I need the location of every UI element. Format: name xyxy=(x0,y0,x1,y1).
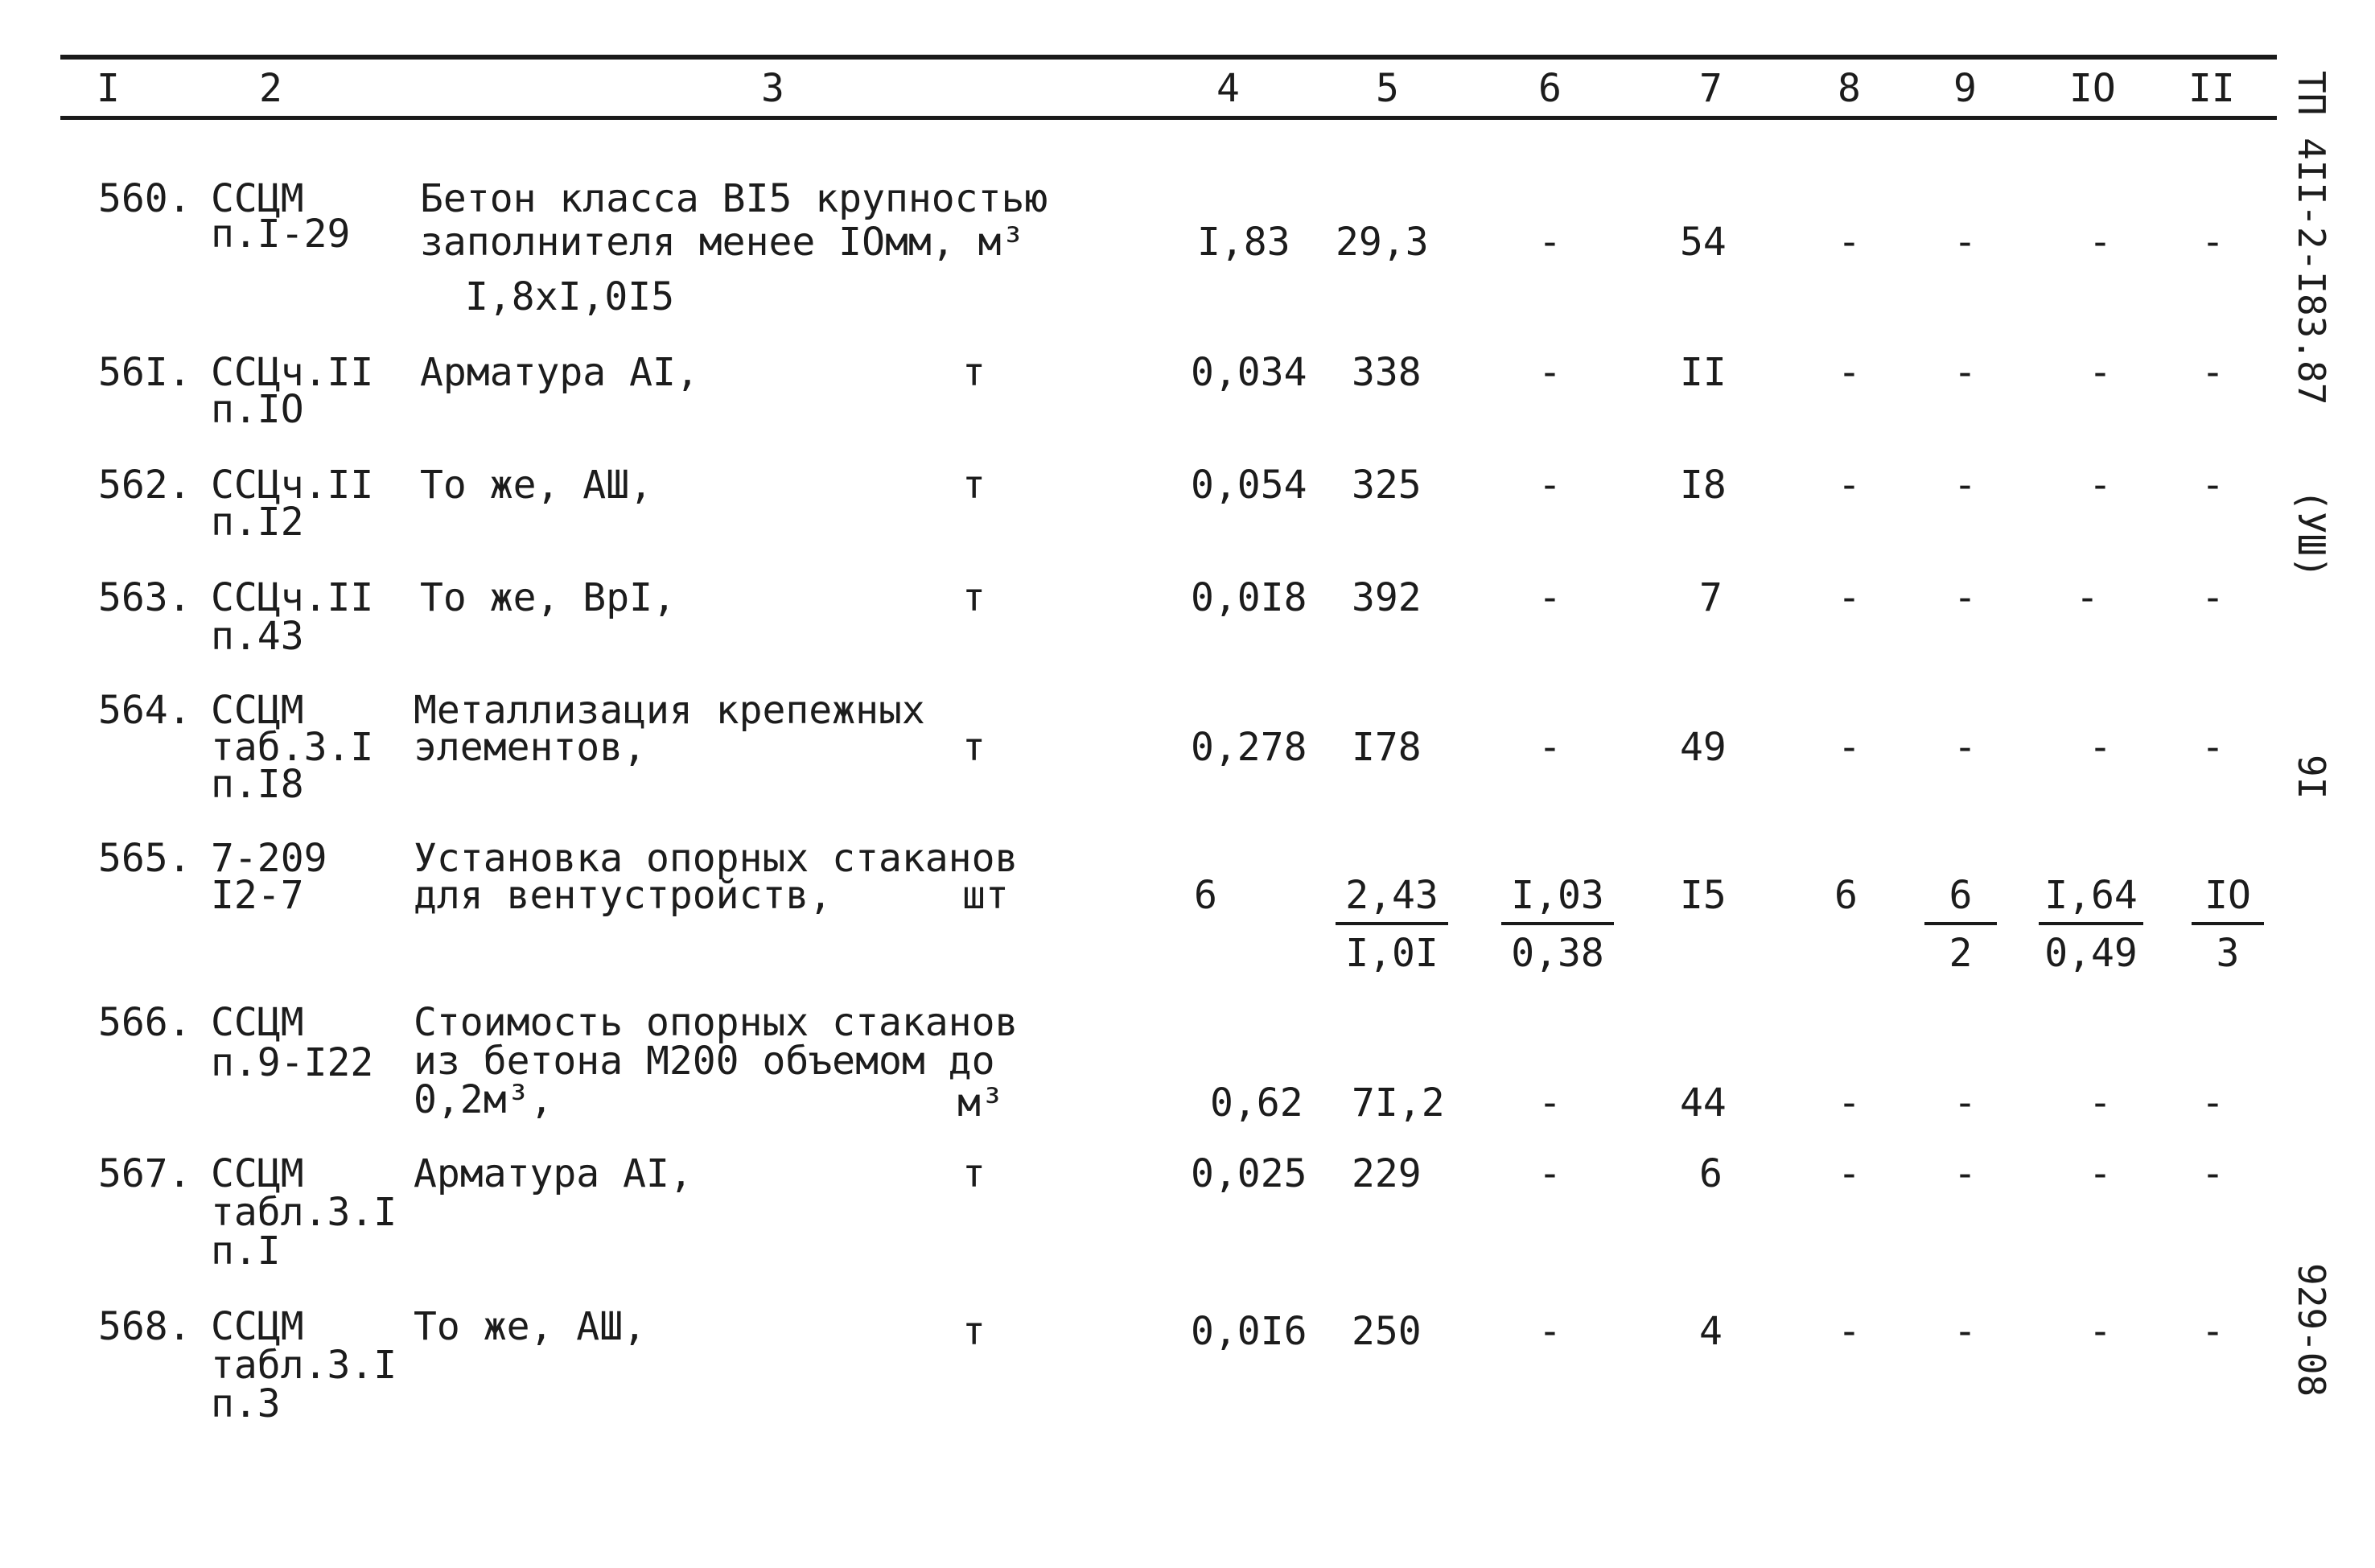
row-number: 564. xyxy=(98,688,191,733)
cell-c5: 338 xyxy=(1352,350,1422,395)
item-description: Стоимость опорных стаканов xyxy=(414,1000,1019,1045)
item-description: То же, АШ, xyxy=(420,463,652,508)
cell-c11: - xyxy=(2201,1151,2225,1196)
cell-c4: 0,034 xyxy=(1191,350,1307,395)
cell-c9: - xyxy=(1953,725,1977,770)
cell-c6: - xyxy=(1538,1080,1562,1126)
cell-c7: 7 xyxy=(1699,575,1723,620)
ref-code: ССЦч.II xyxy=(211,463,374,508)
cell-c9: - xyxy=(1953,350,1977,395)
item-formula: I,8xI,0I5 xyxy=(465,274,675,319)
column-header: IO xyxy=(2069,66,2116,111)
item-description: для вентустройств, xyxy=(414,873,833,918)
item-description: То же, АШ, xyxy=(414,1304,646,1349)
item-description: заполнителя менее IOмм, м³ xyxy=(420,220,1025,265)
sheet-number: 929-08 xyxy=(2290,1263,2333,1397)
column-header: I xyxy=(97,66,120,111)
ref-code: ССЦМ xyxy=(211,1304,304,1349)
column-header: 9 xyxy=(1953,66,1977,111)
cell-c7: 44 xyxy=(1680,1080,1727,1126)
fraction-numerator: 6 xyxy=(1949,873,1973,918)
cell-c6: - xyxy=(1538,463,1562,508)
unit: т xyxy=(962,575,986,620)
ref-code: п.IO xyxy=(211,387,304,432)
fraction-c10 xyxy=(2039,873,2143,976)
cell-c11: - xyxy=(2201,463,2225,508)
column-header: 4 xyxy=(1216,66,1240,111)
unit: т xyxy=(962,463,986,508)
cell-c4: 0,0I8 xyxy=(1191,575,1307,620)
cell-c4: 0,278 xyxy=(1191,725,1307,770)
row-number: 565. xyxy=(98,836,191,881)
ref-code: ССЦМ xyxy=(211,176,304,221)
cell-c4: 0,025 xyxy=(1191,1151,1307,1196)
cell-c11: - xyxy=(2201,220,2225,265)
fraction-denominator: 2 xyxy=(1949,931,1973,976)
fraction-bar xyxy=(1924,922,1997,925)
cell-c10: - xyxy=(2089,725,2112,770)
fraction-numerator: 2,43 xyxy=(1345,873,1439,918)
cell-c9: - xyxy=(1953,1080,1977,1126)
cell-c8: - xyxy=(1838,1080,1861,1126)
item-description: элементов, xyxy=(414,725,646,770)
cell-c8: - xyxy=(1838,350,1861,395)
fraction-numerator: IO xyxy=(2204,873,2251,918)
item-description: Металлизация крепежных xyxy=(414,688,925,733)
cell-c4: 6 xyxy=(1194,873,1217,918)
table-header-rule xyxy=(60,116,2277,120)
cell-c7: 49 xyxy=(1680,725,1727,770)
cell-c4: I,83 xyxy=(1197,220,1290,265)
cell-c9: - xyxy=(1953,1151,1977,1196)
cell-c7: I8 xyxy=(1680,463,1727,508)
column-header: 2 xyxy=(259,66,282,111)
cell-c6: - xyxy=(1538,350,1562,395)
column-header: 3 xyxy=(761,66,784,111)
cell-c7: II xyxy=(1680,350,1727,395)
row-number: 56I. xyxy=(98,350,191,395)
cell-c9: - xyxy=(1953,1309,1977,1354)
ref-code: табл.3.I xyxy=(211,1343,397,1388)
cell-c10: - xyxy=(2089,1151,2112,1196)
cell-c9: - xyxy=(1953,575,1977,620)
ref-code: п.43 xyxy=(211,614,304,659)
unit: шт xyxy=(962,873,1009,918)
item-description: Бетон класса BI5 крупностью xyxy=(420,176,1048,221)
cell-c4: 0,054 xyxy=(1191,463,1307,508)
unit: т xyxy=(962,1151,986,1196)
cell-c5: 29,3 xyxy=(1336,220,1429,265)
row-number: 566. xyxy=(98,1000,191,1045)
cell-c6: - xyxy=(1538,220,1562,265)
ref-code: п.I2 xyxy=(211,500,304,545)
cell-c8: - xyxy=(1838,575,1861,620)
cell-c11: - xyxy=(2201,350,2225,395)
column-header: 7 xyxy=(1699,66,1723,111)
fraction-denominator: 0,49 xyxy=(2044,931,2138,976)
column-header: 8 xyxy=(1838,66,1861,111)
cell-c10: - xyxy=(2089,350,2112,395)
item-description: Арматура АI, xyxy=(414,1151,693,1196)
row-number: 568. xyxy=(98,1304,191,1349)
cell-c5: I78 xyxy=(1352,725,1422,770)
table-top-rule xyxy=(60,55,2277,60)
cell-c7: 6 xyxy=(1699,1151,1723,1196)
cell-c5: 229 xyxy=(1352,1151,1422,1196)
row-number: 560. xyxy=(98,176,191,221)
item-description: из бетона М200 объемом до xyxy=(414,1039,995,1084)
ref-code: ССЦч.II xyxy=(211,575,374,620)
cell-c9: - xyxy=(1953,463,1977,508)
doc-code: ТП 4II-2-I83.87 xyxy=(2290,71,2333,405)
fraction-bar xyxy=(1336,922,1448,925)
cell-c4: 0,0I6 xyxy=(1191,1309,1307,1354)
fraction-c11 xyxy=(2192,873,2264,976)
row-number: 562. xyxy=(98,463,191,508)
cell-c10: - xyxy=(2089,1309,2112,1354)
item-description: Арматура АI, xyxy=(420,350,699,395)
fraction-numerator: I,03 xyxy=(1511,873,1604,918)
cell-c11: - xyxy=(2201,1080,2225,1126)
cell-c10: - xyxy=(2076,575,2099,620)
cell-c7: I5 xyxy=(1680,873,1727,918)
unit: м³ xyxy=(957,1080,1004,1126)
cell-c8: 6 xyxy=(1834,873,1858,918)
fraction-c5 xyxy=(1336,873,1448,976)
fraction-bar xyxy=(2192,922,2264,925)
cell-c8: - xyxy=(1838,1309,1861,1354)
column-header: 6 xyxy=(1538,66,1562,111)
item-description: То же, ВрI, xyxy=(420,575,676,620)
unit: т xyxy=(962,1309,986,1354)
ref-code: 7-209 xyxy=(211,836,327,881)
cell-c11: - xyxy=(2201,575,2225,620)
cell-c9: - xyxy=(1953,220,1977,265)
column-header: 5 xyxy=(1376,66,1399,111)
cell-c6: - xyxy=(1538,1151,1562,1196)
cell-c6: - xyxy=(1538,1309,1562,1354)
cell-c7: 4 xyxy=(1699,1309,1723,1354)
fraction-bar xyxy=(1501,922,1614,925)
fraction-denominator: 3 xyxy=(2216,931,2240,976)
page-number: 9I xyxy=(2290,755,2333,800)
item-description: Установка опорных стаканов xyxy=(414,836,1019,881)
cell-c8: - xyxy=(1838,725,1861,770)
item-description: 0,2м³, xyxy=(414,1077,554,1122)
cell-c11: - xyxy=(2201,1309,2225,1354)
cell-c6: - xyxy=(1538,575,1562,620)
ref-code: ССЦч.II xyxy=(211,350,374,395)
ref-code: ССЦМ xyxy=(211,688,304,733)
ref-code: п.I-29 xyxy=(211,212,351,257)
ref-code: табл.3.I xyxy=(211,1190,397,1235)
fraction-c9 xyxy=(1924,873,1997,976)
cell-c10: - xyxy=(2089,463,2112,508)
cell-c8: - xyxy=(1838,463,1861,508)
row-number: 567. xyxy=(98,1151,191,1196)
unit: т xyxy=(962,725,986,770)
ref-code: I2-7 xyxy=(211,873,304,918)
fraction-c6 xyxy=(1501,873,1614,976)
unit: т xyxy=(962,350,986,395)
fraction-denominator: 0,38 xyxy=(1511,931,1604,976)
cell-c7: 54 xyxy=(1680,220,1727,265)
row-number: 563. xyxy=(98,575,191,620)
cell-c5: 325 xyxy=(1352,463,1422,508)
cell-c5: 392 xyxy=(1352,575,1422,620)
ref-code: п.3 xyxy=(211,1381,281,1426)
ref-code: таб.3.I xyxy=(211,725,374,770)
column-header: II xyxy=(2188,66,2235,111)
cell-c4: 0,62 xyxy=(1210,1080,1303,1126)
fraction-numerator: I,64 xyxy=(2044,873,2138,918)
ref-code: п.I8 xyxy=(211,762,304,807)
cell-c8: - xyxy=(1838,1151,1861,1196)
fraction-bar xyxy=(2039,922,2143,925)
ref-code: п.9-I22 xyxy=(211,1040,374,1085)
cell-c6: - xyxy=(1538,725,1562,770)
cell-c11: - xyxy=(2201,725,2225,770)
cell-c5: 250 xyxy=(1352,1309,1422,1354)
ref-code: ССЦМ xyxy=(211,1000,304,1045)
cell-c5: 7I,2 xyxy=(1352,1080,1445,1126)
cell-c10: - xyxy=(2089,1080,2112,1126)
ref-code: п.I xyxy=(211,1228,281,1274)
fraction-denominator: I,0I xyxy=(1345,931,1439,976)
cell-c8: - xyxy=(1838,220,1861,265)
album-number: (УШ) xyxy=(2290,489,2333,578)
cell-c10: - xyxy=(2089,220,2112,265)
ref-code: ССЦМ xyxy=(211,1151,304,1196)
